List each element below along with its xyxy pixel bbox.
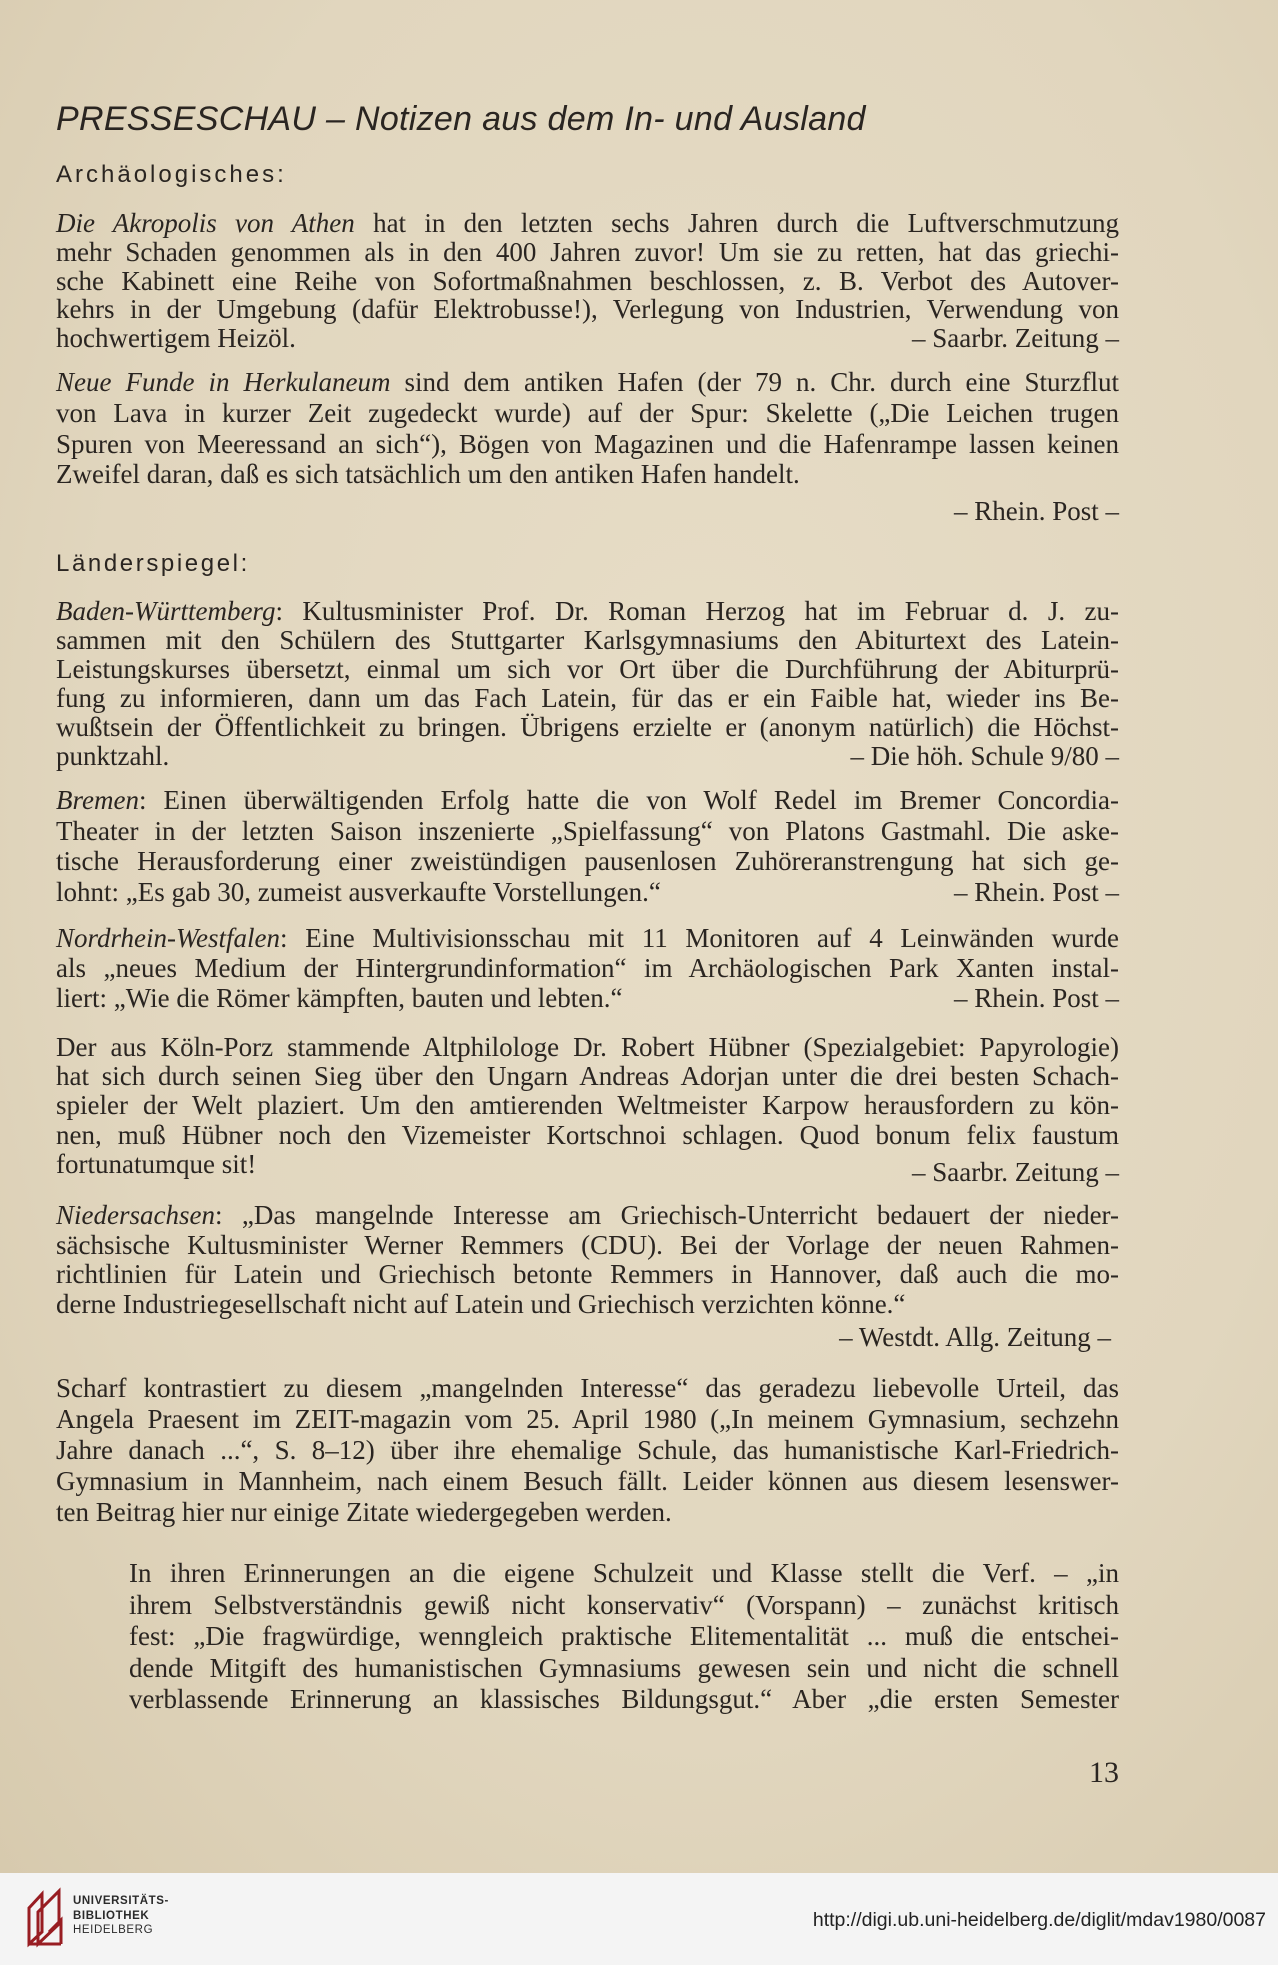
topic-lead: Nordrhein-Westfalen (56, 923, 281, 953)
topic-lead: Baden-Württemberg (56, 596, 276, 626)
section-heading-archaeology: Archäologisches: (56, 161, 287, 188)
line-text: : Kultusminister Prof. Dr. Roman Herzog hat im Februar d. J. zu- (275, 596, 1119, 626)
text-line: In ihren Erinnerungen an die eigene Schulzeit und Klasse stellt die Verf. – „in (129, 1558, 1119, 1588)
line-text: : Eine Multivisionsschau mit 11 Monitoren auf 4 Leinwänden wurde (280, 923, 1119, 953)
line-text: hochwertigem Heizöl. (56, 323, 296, 354)
text-line: sammen mit den Schülern des Stuttgarter Karlsgymnasiums den Abiturtext des Latein- (56, 625, 1119, 656)
source-citation: – Rhein. Post – (953, 496, 1119, 527)
text-line: Der aus Köln-Porz stammende Altphilologe Dr. Robert Hübner (Spezialgebiet: Papyrologie) (56, 1032, 1119, 1062)
text-line (56, 923, 1119, 953)
text-line: Scharf kontrastiert zu diesem „mangelnden Interesse“ das geradezu liebevolle Urteil, das (56, 1373, 1119, 1403)
library-name-line: UNIVERSITÄTS- (73, 1895, 169, 1907)
source-url: http://digi.ub.uni-heidelberg.de/diglit/mdav1980/0087 (812, 1909, 1266, 1931)
text-line-with-source (56, 983, 1119, 1013)
text-line-with-source (56, 1148, 1119, 1187)
text-line: tische Herausforderung einer zweistündigen pausenlosen Zuhöreranstrengung hat sich ge- (56, 846, 1119, 876)
text-line: spieler der Welt plaziert. Um den amtierenden Weltmeister Karpow herausfordern zu kön- (56, 1090, 1119, 1121)
text-line: ihrem Selbstverständnis gewiß nicht konservativ“ (Vorspann) – zunächst kritisch (129, 1589, 1119, 1620)
text-line (56, 785, 1119, 816)
text-line: Gymnasium in Mannheim, nach einem Besuch fällt. Leider können aus diesem lesenswer- (56, 1466, 1119, 1496)
line-text: liert: „Wie die Römer kämpften, bauten und lebten.“ (56, 983, 623, 1013)
text-line: Angela Praesent im ZEIT-magazin vom 25. April 1980 („In meinem Gymnasium, sechzehn (56, 1404, 1119, 1434)
news-item-chess-huebner (56, 1032, 1119, 1187)
library-name (73, 1894, 169, 1938)
text-line: Spuren von Meeressand an sich“), Bögen von Magazinen und die Hafenrampe lassen keinen (56, 428, 1119, 459)
text-line: hat sich durch seinen Sieg über den Ungarn Andreas Adorjan unter die drei besten Schach- (56, 1061, 1119, 1092)
text-line: als „neues Medium der Hintergrundinformation“ im Archäologischen Park Xanten instal- (56, 953, 1119, 983)
text-line (56, 597, 1119, 626)
line-text: lohnt: „Es gab 30, zumeist ausverkaufte Vorstellungen.“ (56, 876, 661, 907)
section-heading-country-mirror: Länderspiegel: (56, 550, 250, 577)
topic-lead: Die Akropolis von Athen (56, 208, 355, 238)
library-name-line: HEIDELBERG (73, 1924, 154, 1936)
text-line: richtlinien für Latein und Griechisch betonte Remmers in Hannover, daß auch die mo- (56, 1259, 1119, 1290)
source-citation: – Die höh. Schule 9/80 – (850, 741, 1119, 772)
text-line: Jahre danach ...“, S. 8–12) über ihre ehemalige Schule, das humanistische Karl-Friedrich- (56, 1435, 1119, 1465)
page-number: 13 (1089, 1756, 1119, 1789)
news-item-bremen (56, 785, 1119, 907)
text-line: fung zu informieren, dann um das Fach Latein, für das er ein Faible hat, wieder ins Be- (56, 683, 1119, 714)
text-line: ten Beitrag hier nur einige Zitate wiedergegeben werden. (56, 1497, 672, 1527)
text-line: von Lava in kurzer Zeit zugedeckt wurde) auf der Spur: Skelette („Die Leichen trugen (56, 397, 1119, 428)
source-citation: – Westdt. Allg. Zeitung – (839, 1321, 1111, 1352)
text-line: nen, muß Hübner noch den Vizemeister Kortschnoi schlagen. Quod bonum felix faustum (56, 1119, 1119, 1150)
source-citation: – Rhein. Post – (953, 876, 1119, 907)
text-line: verblassende Erinnerung an klassisches Bildungsgut.“ Aber „die ersten Semester (129, 1684, 1119, 1715)
topic-lead: Bremen (56, 785, 139, 815)
text-line-with-source (56, 877, 1119, 908)
news-item-acropolis (56, 209, 1119, 353)
source-citation: – Saarbr. Zeitung – (912, 1156, 1119, 1187)
line-text: hat in den letzten sechs Jahren durch die Luftverschmutzung (373, 208, 1120, 238)
text-line: dende Mitgift des humanistischen Gymnasiums gewesen sein und nicht die schnell (129, 1652, 1119, 1683)
line-text: : „Das mangelnde Interesse am Griechisch-Unterricht bedauert der nieder- (214, 1200, 1119, 1230)
news-item-nordrhein-westfalen (56, 923, 1119, 1013)
line-text: : Einen überwältigenden Erfolg hatte die von Wolf Redel im Bremer Concordia- (138, 785, 1119, 815)
news-item-niedersachsen (56, 1201, 1119, 1353)
text-line: kehrs in der Umgebung (dafür Elektrobusse!), Verlegung von Industrien, Verwendung von (56, 294, 1119, 325)
library-name-line: BIBLIOTHEK (73, 1909, 150, 1922)
library-logo-icon (25, 1886, 65, 1948)
page-title: PRESSESCHAU – Notizen aus dem In- und Ausland (56, 100, 866, 138)
text-line (56, 367, 1119, 398)
footer-bar (0, 1873, 1278, 1965)
quotation-paragraph (129, 1558, 1119, 1716)
text-line: wußtsein der Öffentlichkeit zu bringen. Übrigens erzielte er (anonym natürlich) die Höchst- (56, 712, 1119, 743)
line-text: sind dem antiken Hafen (der 79 n. Chr. durch eine Sturzflut (404, 367, 1119, 397)
text-line: sächsische Kultusminister Werner Remmers (CDU). Bei der Vorlage der neuen Rahmen- (56, 1229, 1119, 1260)
text-line: Zweifel daran, daß es sich tatsächlich um den antiken Hafen handelt. (56, 459, 800, 490)
news-item-herculaneum (56, 367, 1119, 527)
text-line (56, 1201, 1119, 1231)
topic-lead: Niedersachsen (56, 1200, 215, 1230)
text-line: Theater in der letzten Saison inszenierte „Spielfassung“ von Platons Gastmahl. Die aske- (56, 815, 1119, 846)
text-line-with-source (56, 324, 1119, 353)
text-line: mehr Schaden genommen als in den 400 Jahren zuvor! Um sie zu retten, hat das griechi- (56, 236, 1119, 267)
text-line: derne Industriegesellschaft nicht auf Latein und Griechisch verzichten könne.“ (56, 1289, 906, 1320)
commentary-paragraph (56, 1373, 1119, 1528)
text-line (56, 209, 1119, 238)
line-text: punktzahl. (56, 741, 170, 772)
text-line: fest: „Die fragwürdige, wenngleich praktische Elitementalität ... muß die entschei- (129, 1621, 1119, 1652)
topic-lead: Neue Funde in Herkulaneum (56, 367, 391, 397)
source-citation: – Rhein. Post – (953, 983, 1119, 1013)
text-line: Leistungskurses übersetzt, einmal um sich vor Ort über die Durchführung der Abiturprü- (56, 654, 1119, 685)
news-item-baden-wuerttemberg (56, 597, 1119, 772)
text-line-with-source (56, 742, 1119, 771)
source-citation: – Saarbr. Zeitung – (912, 323, 1119, 354)
line-text: fortunatumque sit! (56, 1148, 257, 1179)
text-line: sche Kabinett eine Reihe von Sofortmaßnahmen beschlossen, z. B. Verbot des Autover- (56, 265, 1119, 296)
